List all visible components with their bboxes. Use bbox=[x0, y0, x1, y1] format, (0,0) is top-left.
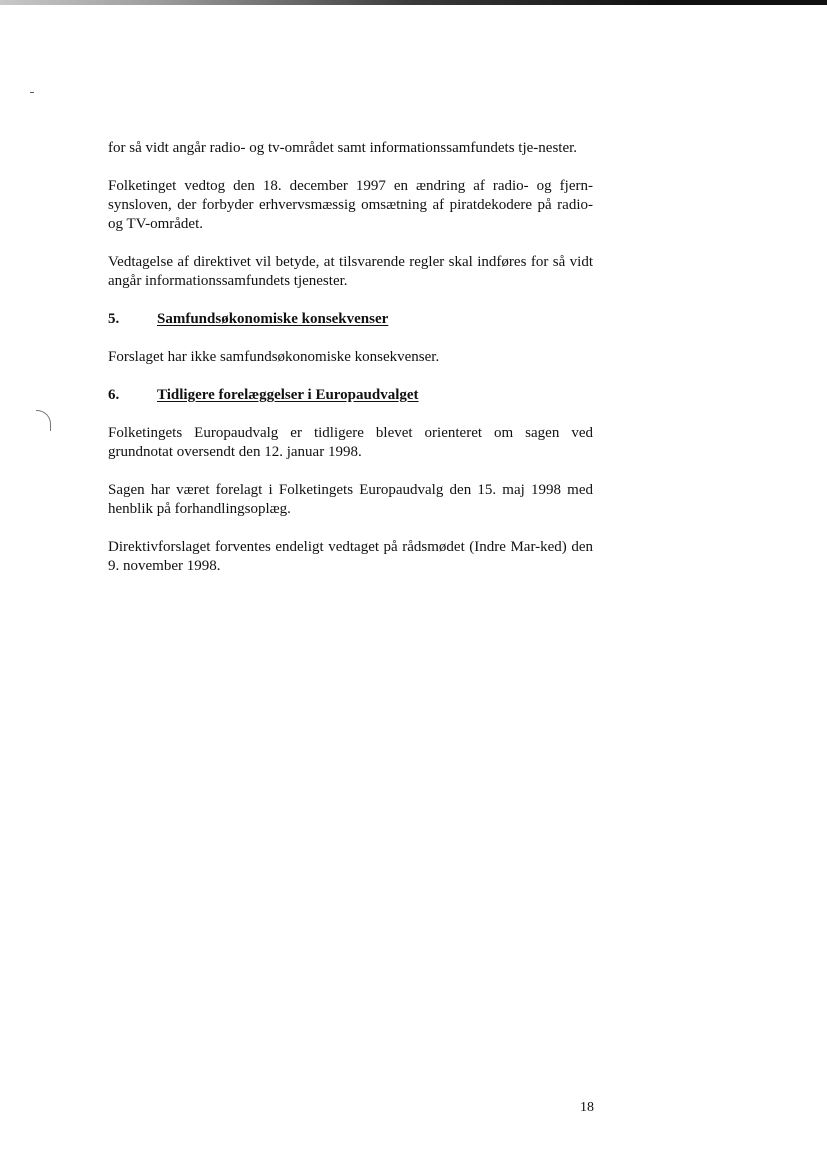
body-paragraph: Sagen har været forelagt i Folketingets Europaudvalg den 15. maj 1998 med henblik på forhandlingsoplæg. bbox=[108, 482, 593, 517]
section-number: 5. bbox=[108, 311, 120, 327]
document-body bbox=[108, 139, 593, 595]
scan-edge-bar bbox=[0, 0, 827, 5]
section-title: Samfundsøkonomiske konsekvenser bbox=[157, 311, 389, 327]
page-number: 18 bbox=[580, 1100, 594, 1115]
body-paragraph: Forslaget har ikke samfundsøkonomiske konsekvenser. bbox=[108, 349, 440, 365]
section-heading-5 bbox=[108, 310, 593, 329]
body-paragraph: Vedtagelse af direktivet vil betyde, at tilsvarende regler skal indføres for så vidt angår informationssamfundets tjenester. bbox=[108, 254, 593, 289]
section-title: Tidligere forelæggelser i Europaudvalget bbox=[157, 387, 419, 403]
scan-margin-mark bbox=[36, 410, 51, 431]
section-heading-6 bbox=[108, 386, 593, 405]
body-paragraph: for så vidt angår radio- og tv-området samt informationssamfundets tje-nester. bbox=[108, 140, 578, 156]
body-paragraph: Direktivforslaget forventes endeligt vedtaget på rådsmødet (Indre Mar-ked) den 9. november 1998. bbox=[108, 539, 593, 574]
scan-speck bbox=[30, 92, 34, 93]
body-paragraph: Folketinget vedtog den 18. december 1997 en ændring af radio- og fjern-synsloven, der forbyder erhvervsmæssig omsætning af piratdekodere på radio- og TV-området. bbox=[108, 178, 593, 232]
body-paragraph: Folketingets Europaudvalg er tidligere blevet orienteret om sagen ved grundnotat oversendt den 12. januar 1998. bbox=[108, 425, 593, 460]
section-number: 6. bbox=[108, 387, 120, 403]
